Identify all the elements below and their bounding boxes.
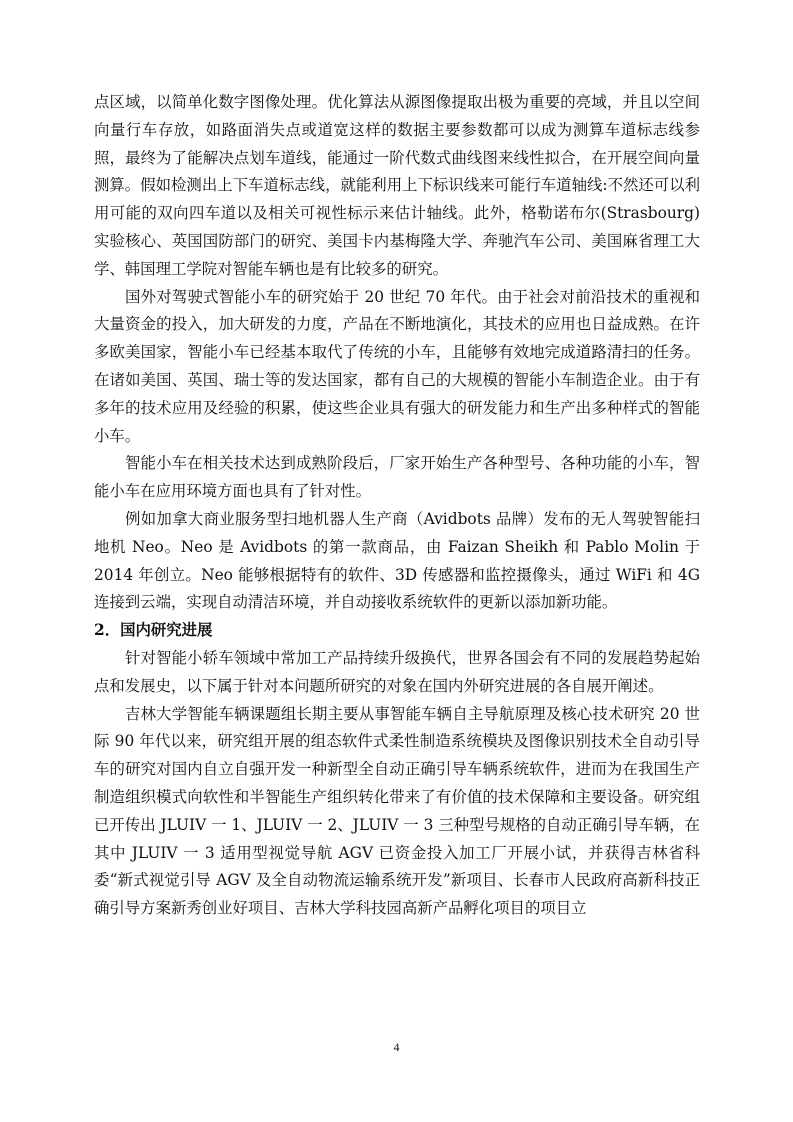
paragraph-jilin-university: 吉林大学智能车辆课题组长期主要从事智能车辆自主导航原理及核心技术研究 20 世际 90 年代以来，研究组开展的组态软件式柔性制造系统模块及图像识别技术全自动引导车的研究对国内自立自强开发一种新型全自动正确引导车辆系统软件，进而为在我国生产制造组织模式向软性和半智能生产组织转化带来了有价值的技术保障和主要设备。研究组已开传出 JLUIV 一 1、JLUIV 一 2、JLUIV 一 3 三种型号规格的自动正确引导车辆，在其中 JLUIV 一 3 适用型视觉导航 AGV 已资金投入加工厂开展小试，并获得吉林省科委“新式视觉引导 AGV 及全自动物流运输系统开发”新项目、长春市人民政府高新科技正确引导方案新秀创业好项目、吉林大学科技园高新产品孵化项目的项目立 xyxy=(94,704,700,918)
paragraph-intro-continued: 点区域，以简单化数字图像处理。优化算法从源图像提取出极为重要的亮域，并且以空间向量行车存放，如路面消失点或道宽这样的数据主要参数都可以成为测算车道标志线参照，最终为了能解决点划车道线，能通过一阶代数式曲线图来线性拟合，在开展空间向量测算。假如检测出上下车道标志线，就能利用上下标识线来可能行车道轴线:不然还可以利用可能的双向四车道以及相关可视性标示来估计轴线。此外，格勒诺布尔(Strasbourg)实验核心、英国国防部门的研究、美国卡内基梅隆大学、奔驰汽车公司、美国麻省理工大学、韩国理工学院对智能车辆也是有比较多的研究。 xyxy=(94,93,700,278)
document-body xyxy=(94,89,700,923)
paragraph-foreign-research: 国外对驾驶式智能小车的研究始于 20 世纪 70 年代。由于社会对前沿技术的重视和大量资金的投入，加大研发的力度，产品在不断地演化，其技术的应用也日益成熟。在许多欧美国家，智能小车已经基本取代了传统的小车，且能够有效地完成道路清扫的任务。在诸如美国、英国、瑞士等的发达国家，都有自己的大规模的智能小车制造企业。由于有多年的技术应用及经验的积累，使这些企业具有强大的研发能力和生产出多种样式的智能小车。 xyxy=(94,287,700,445)
paragraph-domestic-overview: 针对智能小轿车领域中常加工产品持续升级换代，世界各国会有不同的发展趋势起始点和发展史，以下属于针对本问题所研究的对象在国内外研究进展的各自展开阐述。 xyxy=(94,648,700,695)
paragraph-avidbots-neo: 例如加拿大商业服务型扫地机器人生产商（Avidbots 品牌）发布的无人驾驶智能扫地机 Neo。Neo 是 Avidbots 的第一款商品，由 Faizan Sheikh 和 Pablo Molin 于 2014 年创立。Neo 能够根据特有的软件、3D 传感器和监控摄像头，通过 WiFi 和 4G 连接到云端，实现自动清洁环境，并自动接收系统软件的更新以添加新功能。 xyxy=(94,509,700,612)
page-number: 4 xyxy=(393,1040,400,1054)
paragraph-mature-technology: 智能小车在相关技术达到成熟阶段后，厂家开始生产各种型号、各种功能的小车，智能小车在应用环境方面也具有了针对性。 xyxy=(94,454,700,501)
section-heading-domestic-research: 2．国内研究进展 xyxy=(94,621,213,640)
